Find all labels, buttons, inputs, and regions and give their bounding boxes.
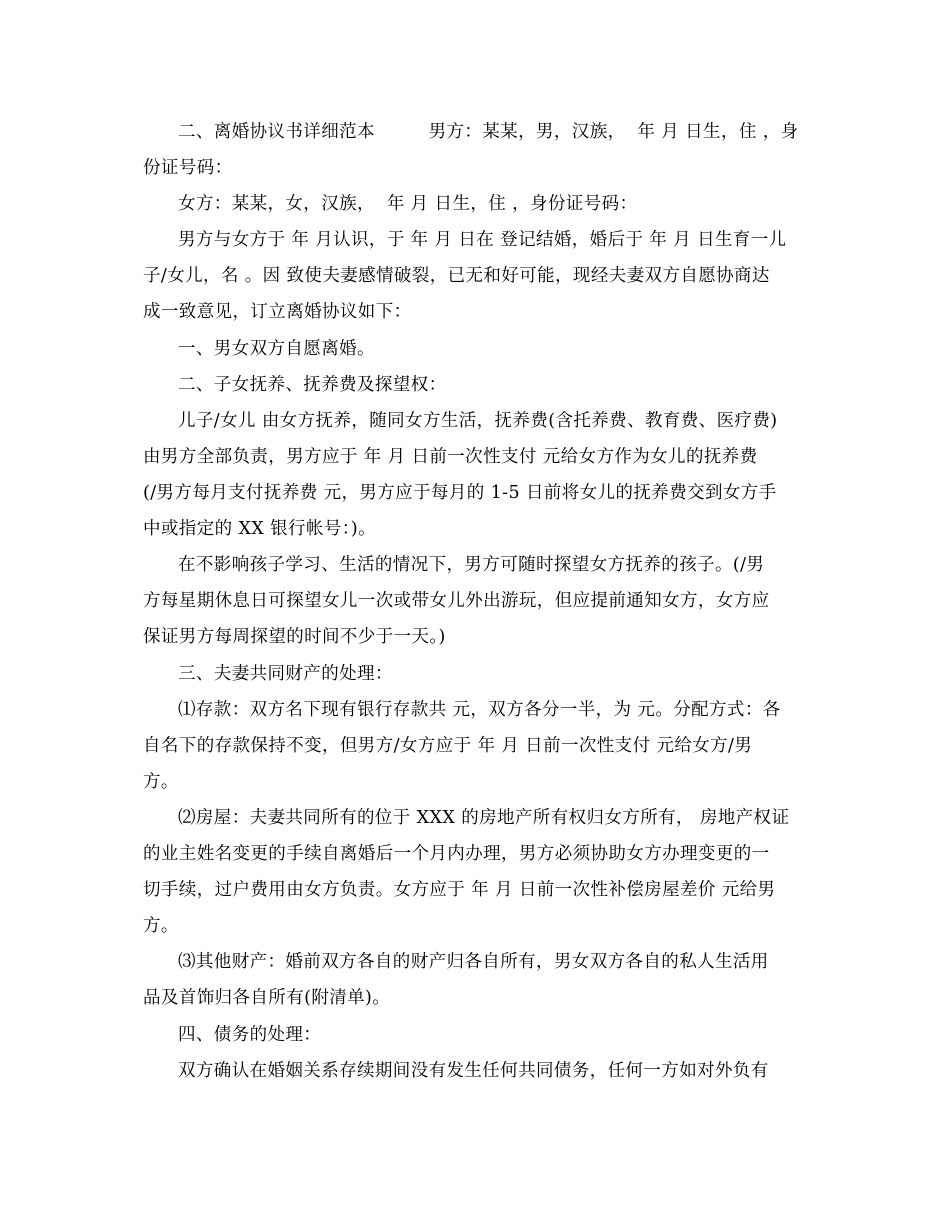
paragraph-line: 儿子/女儿 由女方抚养，随同女方生活，抚养费(含托养费、教育费、医疗费) xyxy=(178,411,778,431)
paragraph-line: 由男方全部负责，男方应于 年 月 日前一次性支付 元给女方作为女儿的抚养费 xyxy=(143,447,758,467)
paragraph-line: 在不影响孩子学习、生活的情况下，男方可随时探望女方抚养的孩子。(/男 xyxy=(178,555,765,575)
paragraph-line: ⑵房屋：夫妻共同所有的位于 XXX 的房地产所有权归女方所有， 房地产权证 xyxy=(178,808,790,828)
paragraph-line: 方每星期休息日可探望女儿一次或带女儿外出游玩，但应提前通知女方，女方应 xyxy=(143,591,770,611)
paragraph-line: 自名下的存款保持不变，但男方/女方应于 年 月 日前一次性支付 元给女方/男 xyxy=(143,736,753,756)
paragraph-line: 男方与女方于 年 月认识，于 年 月 日在 登记结婚，婚后于 年 月 日生育一儿 xyxy=(178,230,787,250)
paragraph-line: 女方：某某，女，汉族， 年 月 日生，住 ，身份证号码： xyxy=(178,194,638,214)
paragraph-line: 子/女儿，名 。因 致使夫妻感情破裂，已无和好可能，现经夫妻双方自愿协商达 xyxy=(143,266,770,286)
paragraph-line: 保证男方每周探望的时间不少于一天。) xyxy=(143,627,446,647)
paragraph-line: 成一致意见，订立离婚协议如下： xyxy=(143,302,412,322)
paragraph-line: 四、债务的处理： xyxy=(178,1025,322,1045)
paragraph-line: (/男方每月支付抚养费 元，男方应于每月的 1-5 日前将女儿的抚养费交到女方手 xyxy=(143,483,777,503)
paragraph-line: 的业主姓名变更的手续自离婚后一个月内办理，男方必须协助女方办理变更的一 xyxy=(143,844,770,864)
paragraph-line: 一、男女双方自愿离婚。 xyxy=(178,339,375,359)
paragraph-line: ⑶其他财产：婚前双方各自的财产归各自所有，男女双方各自的私人生活用 xyxy=(178,952,769,972)
paragraph-line: 二、子女抚养、抚养费及探望权： xyxy=(178,375,447,395)
paragraph-line: 三、夫妻共同财产的处理： xyxy=(178,664,393,684)
paragraph-line: 方。 xyxy=(143,916,179,936)
paragraph-line: 份证号码： xyxy=(143,158,233,178)
paragraph-line: 品及首饰归各自所有(附清单)。 xyxy=(143,988,391,1008)
paragraph-line: ⑴存款：双方名下现有银行存款共 元，双方各分一半，为 元。分配方式：各 xyxy=(178,700,781,720)
paragraph-line: 二、离婚协议书详细范本 男方：某某，男，汉族， 年 月 日生，住 ，身 xyxy=(178,122,799,142)
paragraph-line: 双方确认在婚姻关系存续期间没有发生任何共同债务，任何一方如对外负有 xyxy=(178,1061,769,1081)
paragraph-line: 中或指定的 XX 银行帐号：)。 xyxy=(143,519,377,539)
paragraph-line: 方。 xyxy=(143,772,179,792)
paragraph-line: 切手续，过户费用由女方负责。女方应于 年 月 日前一次性补偿房屋差价 元给男 xyxy=(143,880,776,900)
